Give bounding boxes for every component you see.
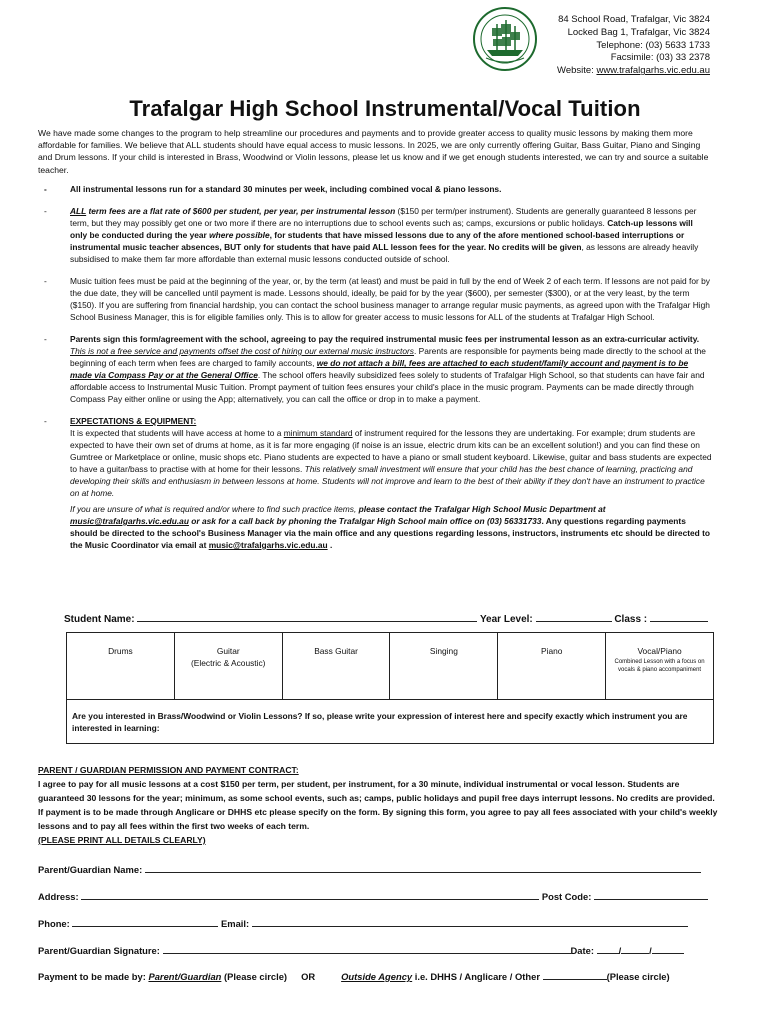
option-bass-guitar[interactable]: Bass Guitar xyxy=(283,633,391,699)
intro-paragraph: We have made some changes to the program to help streamline our procedures and payments and to provide greater access to quality music lessons by making them more affordable for families. We believe that ALL students should have equal access to music lessons. In 2025, we are only currently offering Guitar, Bass Guitar, Piano and Singing and Drum lessons. If your child is interested in Brass, Woodwind or Violin lessons, please let us know and if we get enough students interested, we can try and source a suitable teacher. xyxy=(38,128,709,175)
school-crest-logo xyxy=(472,6,538,72)
date-month-field[interactable] xyxy=(621,943,649,954)
music-email-link-2[interactable]: music@trafalgarhs.vic.edu.au xyxy=(208,540,328,550)
student-details-line: Student Name: Year Level: Class : xyxy=(64,611,708,625)
option-piano[interactable]: Piano xyxy=(498,633,606,699)
email-field[interactable] xyxy=(252,916,688,927)
payment-option-outside-agency[interactable]: Outside Agency xyxy=(341,971,413,982)
option-guitar[interactable]: Guitar (Electric & Acoustic) xyxy=(175,633,283,699)
class-field[interactable] xyxy=(650,611,708,622)
consent-section xyxy=(38,763,718,847)
school-address xyxy=(557,14,710,78)
guardian-name-row: Parent/Guardian Name: xyxy=(38,862,728,875)
phone-field[interactable] xyxy=(72,916,218,927)
signature-field[interactable] xyxy=(163,943,523,954)
other-instrument-interest-field[interactable]: Are you interested in Brass/Woodwind or Violin Lessons? If so, please write your expression of interest here and specify exactly which instrument you are interested in learning: xyxy=(72,711,688,733)
option-drums[interactable]: Drums xyxy=(67,633,175,699)
date-year-field[interactable] xyxy=(652,943,684,954)
guardian-name-field[interactable] xyxy=(145,862,701,873)
consent-text: I agree to pay for all music lessons at a cost $150 per term, per student, per instrument, for a 30 minute, individual instrumental or vocal lesson. Students are guaranteed 30 lessons for the year; minimum, as some school events, such as; camps, public holidays and pupil free days interrupt lessons. No credits are provided. If payment is to be made through Anglicare or DHHS etc please specify on the form. By signing this form, you agree to pay all fees associated with your child's weekly lessons and to pay all fees within the first two weeks of each term. xyxy=(38,779,718,831)
telephone: Telephone: (03) 5633 1733 xyxy=(596,39,710,51)
address-line: 84 School Road, Trafalgar, Vic 3824 xyxy=(558,14,710,25)
expectations-heading: EXPECTATIONS & EQUIPMENT: xyxy=(70,416,197,426)
address-row: Address: Post Code: xyxy=(38,889,728,902)
list-item: - ALL term fees are a flat rate of $600 per student, per year, per instrumental lesson ($150 per term/per instrument). Students are generally guaranteed 8 lessons per term, but they may possibly get one or two more if there are no interruptions due to school events such as; camps, excursions or public holidays. Catch-up lessons will only be conducted during the year where possible, for students that have missed lessons due to any of the afore mentioned school-based interruptions or instrumental music teacher absences, BUT only for students that have paid ALL lesson fees for the year. No credits will be given, as lessons are already heavily subsidised to make them far more affordable than external music lessons conducted outside of school. xyxy=(44,206,699,264)
page-title: Trafalgar High School Instrumental/Vocal Tuition xyxy=(129,96,641,121)
website: Website: www.trafalgarhs.vic.edu.au xyxy=(557,65,710,77)
website-link[interactable]: www.trafalgarhs.vic.edu.au xyxy=(596,65,710,77)
postcode-field[interactable] xyxy=(594,889,708,900)
payment-option-parent[interactable]: Parent/Guardian xyxy=(148,971,222,982)
facsimile: Facsimile: (03) 33 2378 xyxy=(610,52,710,64)
print-clearly-note: (PLEASE PRINT ALL DETAILS CLEARLY) xyxy=(38,835,206,845)
terms-list xyxy=(44,183,712,561)
instrument-selection-table xyxy=(66,632,714,744)
list-item: - Parents sign this form/agreement with the school, agreeing to pay the required instrumental music fees per instrumental lesson as an extra-curricular activity. This is not a free service and payments offset the cost of hiring our external music instructors. Parents are responsible for payments being made directly to the school at the beginning of each term when fees are charged to family accounts, we do not attach a bill, fees are attached to each student/family account and payment is to be made via Compass Pay or at the General Office. The school offers heavily subsidized fees solely to students of Trafalgar High School, so that students can have fair and affordable access to Instrumental Music Tuition. Prompt payment of tuition fees ensures your child's place in the music program. Payments can be made directly through Compass Pay either online or using the App; alternatively, you can call the office or drop in to make a payment. xyxy=(44,334,706,404)
option-singing[interactable]: Singing xyxy=(390,633,498,699)
payment-row: Payment to be made by: Parent/Guardian (Please circle) OR Outside Agency i.e. DHHS / Anglicare / Other (Please circle) xyxy=(38,971,670,982)
address-line: Locked Bag 1, Trafalgar, Vic 3824 xyxy=(567,26,710,38)
contact-row: Phone: Email: xyxy=(38,916,728,929)
signature-row: Parent/Guardian Signature: Date: / / xyxy=(38,943,728,956)
list-item: - All instrumental lessons run for a standard 30 minutes per week, including combined vocal & piano lessons. xyxy=(44,184,502,194)
list-item: - Music tuition fees must be paid at the beginning of the year, or, by the term (at least) and must be paid in full by the end of Week 2 of each term. If lessons are not paid for by the due date, they will be cancelled until payment is made. Lessons should, ideally, be paid for by the year ($600), per semester ($300), or at the very least, by the term ($150). If you are suffering from financial hardship, you can contact the school business manager to arrange regular music payments, as agreed upon with the Trafalgar High School Business Manager, this is for eligible families only. This is to allow for greater access to music lessons for ALL of the students at Trafalgar High School. xyxy=(44,276,710,322)
signature-field-ext[interactable] xyxy=(523,943,571,954)
date-day-field[interactable] xyxy=(597,943,619,954)
other-agency-field[interactable] xyxy=(543,969,607,980)
address-field[interactable] xyxy=(81,889,539,900)
option-vocal-piano[interactable]: Vocal/Piano Combined Lesson with a focus on vocals & piano accompaniment xyxy=(614,646,705,673)
list-item: - EXPECTATIONS & EQUIPMENT: It is expected that students will have access at home to a minimum standard of instrument required for the lessons they are undertaking. For example; drum students are expected to have their own set of drums at home, as it is far more engaging (if noise is an issue, electric drum kits can be an excellent solution!) and you can find these on Gumtree or Marketplace or online, music shops etc. Piano students are expected to have a piano or small student keyboard. Likewise, guitar and bass students are expected to have a guitar/bass to practise with at home for their lessons. This relatively small investment will ensure that your child has the best chance of learning, practicing and developing their skills and enthusiasm in between lessons at home. Students will not improve and learn to the best of their ability if they don't have an instrument to practice on at home. If you are unsure of what is required and/or where to find such practice items, please contact the Trafalgar High School Music Department at music@trafalgarhs.vic.edu.au or ask for a call back by phoning the Trafalgar High School main office on (03) 56331733. Any questions regarding payments should be directed to the school's Business Manager via the main office and any questions regarding lessons, instructors, instruments etc should be directed to the Music Coordinator via email at music@trafalgarhs.vic.edu.au . xyxy=(44,416,712,550)
student-name-field-ext[interactable] xyxy=(405,611,477,622)
music-email-link[interactable]: music@trafalgarhs.vic.edu.au xyxy=(70,516,189,526)
consent-heading: PARENT / GUARDIAN PERMISSION AND PAYMENT CONTRACT: xyxy=(38,765,299,775)
year-level-field[interactable] xyxy=(536,611,612,622)
student-name-field[interactable] xyxy=(137,611,405,622)
